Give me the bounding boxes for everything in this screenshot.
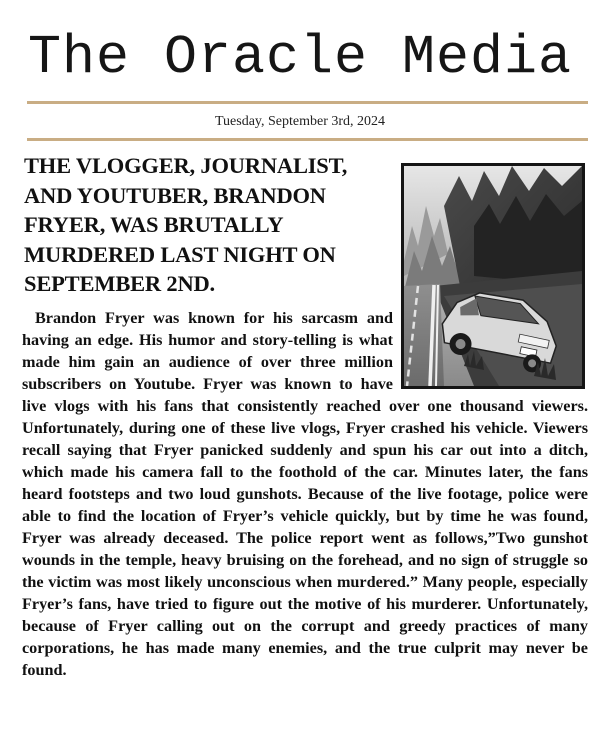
article-body-text: Brandon Fryer was known for his sarcasm and having an edge. His humor and story-telling is what made him gain an audience of over three million subscribers on Youtube. Fryer was known to have live vlogs with his fans that consistently reached over one thousand viewers. Unfortunately, during one of these live vlogs, Fryer crashed his vehicle. Viewers recall saying that Fryer panicked suddenly and spun his car out into a ditch, which made his camera fall to the foothold of the car. Minutes later, the fans heard footsteps and two loud gunshots. Because of the live footage, police were able to find the location of Fryer’s vehicle quickly, but by time he was found, Fryer was already deceased. The police report went as follows,”Two gunshot wounds in the temple, heavy bruising on the forehead, and no sign of struggle so the victim was most likely unconscious when murdered.” Many people, especially Fryer’s fans, have tried to figure out the motive of his murderer. Unfortunately, because of Fryer calling out on the corrupt and greedy practices of many corporations, he has made many enemies, and the true culprit may never be found. xyxy=(22,309,588,679)
photo-wrap-spacer xyxy=(403,307,588,395)
bottom-divider xyxy=(27,138,588,141)
article-headline: THE VLOGGER, JOURNALIST, AND YOUTUBER, BRANDON FRYER, WAS BRUTALLY MURDERED LAST NIGHT ON SEPTEMBER 2ND. xyxy=(24,153,348,296)
issue-date: Tuesday, September 3rd, 2024 xyxy=(214,114,386,129)
top-divider xyxy=(27,101,588,104)
article-body xyxy=(22,307,588,681)
masthead-title: The Oracle Media xyxy=(27,26,573,89)
